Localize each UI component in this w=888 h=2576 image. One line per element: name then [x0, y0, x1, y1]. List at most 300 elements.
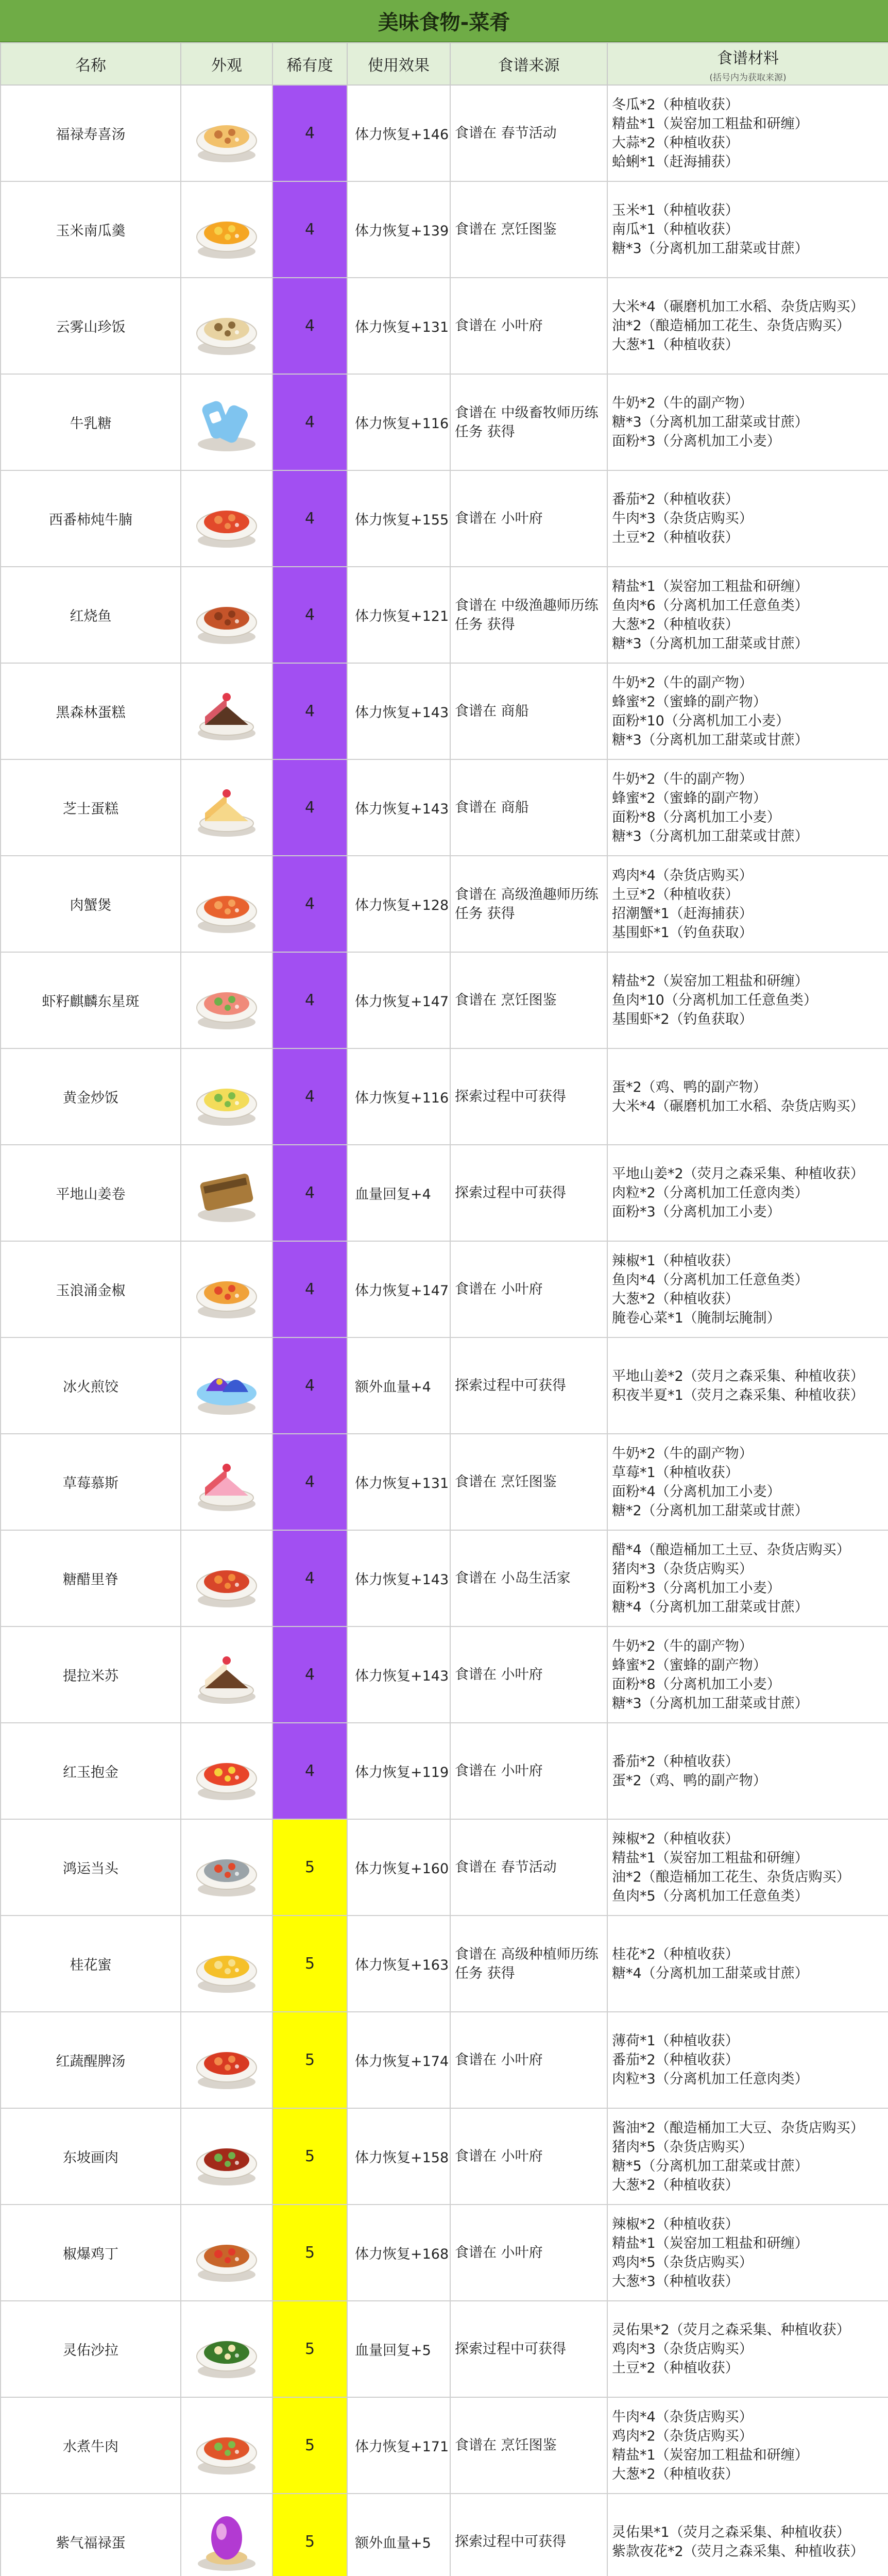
ingredient-line: 桂花*2（种植收获）: [612, 1946, 739, 1962]
effect-cell: 血量回复+5: [347, 2301, 450, 2397]
ingredient-line: 蛋*2（鸡、鸭的副产物）: [612, 1079, 767, 1095]
rarity-cell: 5: [272, 2494, 347, 2576]
dish-name: 水煮牛肉: [1, 2397, 181, 2494]
ingredient-line: 灵佑果*2（荧月之森采集、种植收获）: [612, 2322, 850, 2338]
ingredient-line: 蛤蜊*1（赶海捕获）: [612, 154, 739, 170]
table-row: [1, 1337, 888, 1434]
effect-cell: 体力恢复+174: [347, 2012, 450, 2108]
effect-cell: 血量回复+4: [347, 1145, 450, 1241]
ingredient-line: 糖*3（分离机加工甜菜或甘蔗）: [612, 828, 809, 844]
ingredients-cell: [607, 278, 888, 374]
ingredient-line: 蛋*2（鸡、鸭的副产物）: [612, 1772, 767, 1789]
source-cell: 食谱在 烹饪图鉴: [450, 2397, 607, 2494]
table-row: [1, 1819, 888, 1916]
ingredient-line: 精盐*1（炭窑加工粗盐和研缠）: [612, 115, 809, 132]
ingredient-line: 糖*4（分离机加工甜菜或甘蔗）: [612, 1965, 809, 1981]
table-row: [1, 278, 888, 374]
ingredient-line: 面粉*8（分离机加工小麦）: [612, 809, 781, 825]
table-row: [1, 663, 888, 759]
ingredient-line: 大葱*2（种植收获）: [612, 2177, 739, 2193]
tomato-beef-stew-icon: [191, 483, 263, 555]
corn-pumpkin-soup-icon: [191, 194, 263, 266]
dish-name: 云雾山珍饭: [1, 278, 181, 374]
dish-name: 提拉米苏: [1, 1626, 181, 1723]
dish-look: [181, 85, 272, 181]
tomato-egg-icon: [191, 1735, 263, 1807]
ingredient-line: 玉米*1（种植收获）: [612, 202, 739, 218]
ingredient-line: 面粉*3（分离机加工小麦）: [612, 1204, 781, 1220]
ingredient-line: 面粉*10（分离机加工小麦）: [612, 713, 790, 729]
ingredient-line: 腌卷心菜*1（腌制坛腌制）: [612, 1310, 781, 1326]
source-cell: 食谱在 小岛生活家: [450, 1530, 607, 1626]
ingredient-line: 蜂蜜*2（蜜蜂的副产物）: [612, 693, 767, 710]
rarity-cell: 4: [272, 1626, 347, 1723]
dish-look: [181, 374, 272, 470]
crab-pot-icon: [191, 868, 263, 940]
source-cell: 食谱在 中级畜牧师历练任务 获得: [450, 374, 607, 470]
ingredient-line: 肉粒*3（分离机加工任意肉类）: [612, 2071, 809, 2087]
table-row: [1, 2108, 888, 2205]
dish-look: [181, 759, 272, 856]
table-row: [1, 567, 888, 663]
black-forest-cake-icon: [191, 675, 263, 748]
ingredient-line: 糖*3（分离机加工甜菜或甘蔗）: [612, 241, 809, 257]
rarity-cell: 4: [272, 856, 347, 952]
ingredient-line: 牛肉*3（杂货店购买）: [612, 511, 753, 527]
ingredient-line: 精盐*2（炭窑加工粗盐和研缠）: [612, 973, 809, 989]
ingredient-line: 牛奶*2（牛的副产物）: [612, 674, 753, 691]
ingredients-cell: [607, 1723, 888, 1819]
ingredients-cell: [607, 1530, 888, 1626]
header-row: [1, 43, 888, 85]
ingredient-line: 大葱*2（种植收获）: [612, 1291, 739, 1307]
header-name: 名称: [1, 43, 181, 85]
ingredient-line: 基围虾*1（钓鱼获取）: [612, 924, 753, 941]
table-row: [1, 2494, 888, 2576]
ingredient-line: 积夜半夏*1（荧月之森采集、种植收获）: [612, 1387, 864, 1403]
pepper-fish-icon: [191, 1253, 263, 1326]
mushroom-rice-icon: [191, 290, 263, 362]
dish-look: [181, 567, 272, 663]
dish-look: [181, 1723, 272, 1819]
ingredient-line: 辣椒*2（种植收获）: [612, 1831, 739, 1847]
ingredient-line: 糖*3（分离机加工甜菜或甘蔗）: [612, 635, 809, 652]
ingredients-cell: [607, 2012, 888, 2108]
dish-name: 红烧鱼: [1, 567, 181, 663]
ingredient-line: 灵佑果*1（荧月之森采集、种植收获）: [612, 2524, 850, 2540]
rarity-cell: 4: [272, 1048, 347, 1145]
ingredients-cell: [607, 470, 888, 567]
source-cell: 食谱在 小叶府: [450, 1723, 607, 1819]
rarity-cell: 4: [272, 663, 347, 759]
source-cell: 食谱在 春节活动: [450, 85, 607, 181]
ingredient-line: 糖*5（分离机加工甜菜或甘蔗）: [612, 2158, 809, 2174]
rarity-cell: 4: [272, 181, 347, 278]
ingredient-line: 牛奶*2（牛的副产物）: [612, 1445, 753, 1462]
ingredient-line: 平地山姜*2（荧月之森采集、种植收获）: [612, 1368, 864, 1384]
rarity-cell: 4: [272, 952, 347, 1048]
dish-name: 红蔬醒脾汤: [1, 2012, 181, 2108]
dish-look: [181, 1145, 272, 1241]
rarity-cell: 4: [272, 374, 347, 470]
effect-cell: 体力恢复+143: [347, 759, 450, 856]
dish-name: 肉蟹煲: [1, 856, 181, 952]
dish-look: [181, 1626, 272, 1723]
dish-name: 玉浪涌金椒: [1, 1241, 181, 1337]
ingredient-line: 大葱*2（种植收获）: [612, 616, 739, 633]
ingredient-line: 醋*4（酿造桶加工土豆、杂货店购买）: [612, 1541, 850, 1558]
dish-name: 椒爆鸡丁: [1, 2205, 181, 2301]
source-cell: 食谱在 烹饪图鉴: [450, 952, 607, 1048]
ingredient-line: 蜂蜜*2（蜜蜂的副产物）: [612, 790, 767, 806]
dumpling-icon: [191, 1350, 263, 1422]
strawberry-mousse-icon: [191, 1446, 263, 1518]
dish-name: 平地山姜卷: [1, 1145, 181, 1241]
source-cell: 食谱在 商船: [450, 759, 607, 856]
fish-head-icon: [191, 1832, 263, 1904]
ginger-roll-icon: [191, 1157, 263, 1229]
effect-cell: 体力恢复+143: [347, 663, 450, 759]
boiled-beef-icon: [191, 2410, 263, 2482]
dish-name: 黑森林蛋糕: [1, 663, 181, 759]
source-cell: 食谱在 小叶府: [450, 1626, 607, 1723]
dish-name: 桂花蜜: [1, 1916, 181, 2012]
dish-look: [181, 1916, 272, 2012]
ingredient-line: 猪肉*5（杂货店购买）: [612, 2139, 753, 2155]
ingredient-line: 辣椒*2（种植收获）: [612, 2216, 739, 2232]
tiramisu-icon: [191, 1639, 263, 1711]
ingredient-line: 鱼肉*6（分离机加工任意鱼类）: [612, 597, 809, 614]
ingredient-line: 鸡肉*4（杂货店购买）: [612, 867, 753, 884]
soup-bowl-icon: [191, 97, 263, 170]
ingredient-line: 糖*3（分离机加工甜菜或甘蔗）: [612, 732, 809, 748]
ingredient-line: 糖*3（分离机加工甜菜或甘蔗）: [612, 414, 809, 430]
dish-look: [181, 2494, 272, 2576]
milk-candy-icon: [191, 386, 263, 459]
dish-look: [181, 2012, 272, 2108]
ingredient-line: 辣椒*1（种植收获）: [612, 1252, 739, 1269]
ingredients-cell: [607, 85, 888, 181]
source-cell: 食谱在 高级种植师历练任务 获得: [450, 1916, 607, 2012]
rarity-cell: 5: [272, 1916, 347, 2012]
ingredient-line: 蜂蜜*2（蜜蜂的副产物）: [612, 1657, 767, 1673]
ingredients-cell: [607, 2205, 888, 2301]
table-row: [1, 1048, 888, 1145]
rarity-cell: 4: [272, 278, 347, 374]
table-row: [1, 2012, 888, 2108]
table-row: [1, 1723, 888, 1819]
ingredient-line: 鸡肉*3（杂货店购买）: [612, 2341, 753, 2357]
ingredient-line: 番茄*2（种植收获）: [612, 2052, 739, 2068]
dish-name: 东坡画肉: [1, 2108, 181, 2205]
dish-look: [181, 1530, 272, 1626]
dish-look: [181, 1434, 272, 1530]
ingredients-cell: [607, 2494, 888, 2576]
header-look: 外观: [181, 43, 272, 85]
dish-look: [181, 1337, 272, 1434]
ingredient-line: 薄荷*1（种植收获）: [612, 2033, 739, 2049]
table-row: [1, 856, 888, 952]
effect-cell: 体力恢复+171: [347, 2397, 450, 2494]
rarity-cell: 5: [272, 1819, 347, 1916]
red-vegetable-soup-icon: [191, 2024, 263, 2096]
effect-cell: 体力恢复+128: [347, 856, 450, 952]
ingredients-cell: [607, 1145, 888, 1241]
header-effect: 使用效果: [347, 43, 450, 85]
effect-cell: 体力恢复+116: [347, 1048, 450, 1145]
purple-egg-icon: [191, 2506, 263, 2576]
source-cell: 食谱在 高级渔趣师历练任务 获得: [450, 856, 607, 952]
source-cell: 食谱在 商船: [450, 663, 607, 759]
rarity-cell: 4: [272, 1723, 347, 1819]
header-ingredients-note: (括号内为获取来源): [709, 72, 787, 83]
ingredients-cell: [607, 952, 888, 1048]
rarity-cell: 4: [272, 470, 347, 567]
effect-cell: 体力恢复+116: [347, 374, 450, 470]
ingredients-cell: [607, 1337, 888, 1434]
effect-cell: 体力恢复+168: [347, 2205, 450, 2301]
table-row: [1, 470, 888, 567]
effect-cell: 体力恢复+119: [347, 1723, 450, 1819]
dish-name: 玉米南瓜羹: [1, 181, 181, 278]
dish-name: 福禄寿喜汤: [1, 85, 181, 181]
ingredient-line: 鱼肉*4（分离机加工任意鱼类）: [612, 1272, 809, 1288]
ingredients-cell: [607, 1819, 888, 1916]
effect-cell: 额外血量+5: [347, 2494, 450, 2576]
table-row: [1, 1241, 888, 1337]
rarity-cell: 4: [272, 85, 347, 181]
source-cell: 食谱在 小叶府: [450, 2012, 607, 2108]
table-row: [1, 1626, 888, 1723]
ingredient-line: 面粉*8（分离机加工小麦）: [612, 1676, 781, 1692]
grouper-platter-icon: [191, 964, 263, 1037]
table-row: [1, 759, 888, 856]
rarity-cell: 5: [272, 2397, 347, 2494]
dish-name: 糖醋里脊: [1, 1530, 181, 1626]
ingredients-cell: [607, 1626, 888, 1723]
ingredient-line: 精盐*1（炭窑加工粗盐和研缠）: [612, 1850, 809, 1866]
ingredients-cell: [607, 2397, 888, 2494]
rarity-cell: 4: [272, 1241, 347, 1337]
dish-name: 草莓慕斯: [1, 1434, 181, 1530]
ingredients-cell: [607, 1916, 888, 2012]
source-cell: 食谱在 烹饪图鉴: [450, 181, 607, 278]
source-cell: 食谱在 小叶府: [450, 1241, 607, 1337]
salad-icon: [191, 2313, 263, 2385]
dish-look: [181, 1241, 272, 1337]
dish-name: 红玉抱金: [1, 1723, 181, 1819]
dish-name: 虾籽麒麟东星斑: [1, 952, 181, 1048]
rarity-cell: 4: [272, 1434, 347, 1530]
dongpo-pork-icon: [191, 2121, 263, 2193]
ingredient-line: 精盐*1（炭窑加工粗盐和研缠）: [612, 2447, 809, 2463]
table-row: [1, 2397, 888, 2494]
ingredient-line: 精盐*1（炭窑加工粗盐和研缠）: [612, 2235, 809, 2251]
source-cell: 食谱在 烹饪图鉴: [450, 1434, 607, 1530]
source-cell: 探索过程中可获得: [450, 1145, 607, 1241]
table-row: [1, 374, 888, 470]
source-cell: 食谱在 小叶府: [450, 278, 607, 374]
dish-look: [181, 2397, 272, 2494]
effect-cell: 体力恢复+158: [347, 2108, 450, 2205]
effect-cell: 体力恢复+121: [347, 567, 450, 663]
dish-name: 紫气福禄蛋: [1, 2494, 181, 2576]
effect-cell: 体力恢复+147: [347, 952, 450, 1048]
ingredient-line: 牛肉*4（杂货店购买）: [612, 2409, 753, 2425]
effect-cell: 体力恢复+160: [347, 1819, 450, 1916]
ingredient-line: 南瓜*1（种植收获）: [612, 222, 739, 238]
dish-look: [181, 181, 272, 278]
rarity-cell: 4: [272, 1530, 347, 1626]
source-cell: 食谱在 春节活动: [450, 1819, 607, 1916]
ingredients-cell: [607, 1241, 888, 1337]
source-cell: 食谱在 小叶府: [450, 470, 607, 567]
table-body: [1, 85, 888, 2576]
table-row: [1, 952, 888, 1048]
table-row: [1, 1916, 888, 2012]
ingredient-line: 大葱*2（种植收获）: [612, 2466, 739, 2482]
dish-look: [181, 2108, 272, 2205]
dish-name: 西番柿炖牛腩: [1, 470, 181, 567]
ingredients-cell: [607, 374, 888, 470]
ingredient-line: 面粉*3（分离机加工小麦）: [612, 1580, 781, 1596]
ingredient-line: 大米*4（碾磨机加工水稻、杂货店购买）: [612, 1098, 864, 1114]
osmanthus-honey-icon: [191, 1928, 263, 2000]
ingredient-line: 肉粒*2（分离机加工任意肉类）: [612, 1185, 809, 1201]
recipe-table: [0, 42, 888, 2576]
ingredient-line: 草莓*1（种植收获）: [612, 1464, 739, 1481]
ingredient-line: 大葱*1（种植收获）: [612, 337, 739, 353]
table-row: [1, 2205, 888, 2301]
rarity-cell: 5: [272, 2108, 347, 2205]
ingredient-line: 牛奶*2（牛的副产物）: [612, 395, 753, 411]
ingredient-line: 番茄*2（种植收获）: [612, 492, 739, 507]
effect-cell: 体力恢复+155: [347, 470, 450, 567]
sweet-sour-pork-icon: [191, 1543, 263, 1615]
ingredients-cell: [607, 759, 888, 856]
effect-cell: 体力恢复+146: [347, 85, 450, 181]
header-ingredients: 食谱材料 (括号内为获取来源): [607, 43, 888, 85]
rarity-cell: 4: [272, 759, 347, 856]
source-cell: 探索过程中可获得: [450, 2301, 607, 2397]
ingredient-line: 鸡肉*2（杂货店购买）: [612, 2428, 753, 2444]
sheet-title: 美味食物-菜肴: [0, 0, 888, 42]
dish-name: 鸿运当头: [1, 1819, 181, 1916]
ingredient-line: 油*2（酿造桶加工花生、杂货店购买）: [612, 318, 850, 334]
ingredient-line: 土豆*2（种植收获）: [612, 530, 739, 546]
dish-name: 牛乳糖: [1, 374, 181, 470]
dish-name: 冰火煎饺: [1, 1337, 181, 1434]
dish-name: 芝士蛋糕: [1, 759, 181, 856]
source-cell: 探索过程中可获得: [450, 1048, 607, 1145]
ingredient-line: 鱼肉*10（分离机加工任意鱼类）: [612, 992, 817, 1008]
ingredient-line: 大蒜*2（种植收获）: [612, 134, 739, 151]
cheesecake-icon: [191, 772, 263, 844]
ingredients-cell: [607, 181, 888, 278]
rarity-cell: 5: [272, 2012, 347, 2108]
table-row: [1, 1530, 888, 1626]
effect-cell: 体力恢复+139: [347, 181, 450, 278]
dish-look: [181, 952, 272, 1048]
table-row: [1, 181, 888, 278]
ingredients-cell: [607, 663, 888, 759]
effect-cell: 体力恢复+131: [347, 1434, 450, 1530]
ingredient-line: 猪肉*3（杂货店购买）: [612, 1561, 753, 1577]
source-cell: 食谱在 小叶府: [450, 2108, 607, 2205]
ingredient-line: 大米*4（碾磨机加工水稻、杂货店购买）: [612, 299, 864, 315]
dish-look: [181, 856, 272, 952]
dish-look: [181, 1048, 272, 1145]
rarity-cell: 4: [272, 1337, 347, 1434]
ingredient-line: 冬瓜*2（种植收获）: [612, 96, 739, 113]
ingredient-line: 精盐*1（炭窑加工粗盐和研缠）: [612, 578, 809, 595]
ingredient-line: 土豆*2（种植收获）: [612, 2360, 739, 2376]
ingredients-cell: [607, 567, 888, 663]
rarity-cell: 4: [272, 567, 347, 663]
dish-name: 灵佑沙拉: [1, 2301, 181, 2397]
dish-name: 黄金炒饭: [1, 1048, 181, 1145]
dish-look: [181, 2205, 272, 2301]
dish-look: [181, 663, 272, 759]
effect-cell: 体力恢复+147: [347, 1241, 450, 1337]
table-row: [1, 2301, 888, 2397]
ingredient-line: 油*2（酿造桶加工花生、杂货店购买）: [612, 1869, 850, 1885]
dish-look: [181, 1819, 272, 1916]
ingredient-line: 牛奶*2（牛的副产物）: [612, 1638, 753, 1654]
table-row: [1, 85, 888, 181]
spicy-chicken-icon: [191, 2217, 263, 2289]
ingredients-cell: [607, 1048, 888, 1145]
ingredient-line: 面粉*4（分离机加工小麦）: [612, 1483, 781, 1500]
source-cell: 探索过程中可获得: [450, 1337, 607, 1434]
ingredients-cell: [607, 2301, 888, 2397]
source-cell: 探索过程中可获得: [450, 2494, 607, 2576]
ingredient-line: 面粉*3（分离机加工小麦）: [612, 433, 781, 449]
dish-look: [181, 470, 272, 567]
header-source: 食谱来源: [450, 43, 607, 85]
dish-look: [181, 278, 272, 374]
ingredient-line: 番茄*2（种植收获）: [612, 1753, 739, 1770]
ingredient-line: 大葱*3（种植收获）: [612, 2273, 739, 2290]
effect-cell: 体力恢复+143: [347, 1530, 450, 1626]
rarity-cell: 5: [272, 2301, 347, 2397]
rarity-cell: 5: [272, 2205, 347, 2301]
ingredient-line: 平地山姜*2（荧月之森采集、种植收获）: [612, 1166, 864, 1182]
table-row: [1, 1145, 888, 1241]
dish-look: [181, 2301, 272, 2397]
ingredient-line: 糖*2（分离机加工甜菜或甘蔗）: [612, 1502, 809, 1519]
ingredients-cell: [607, 856, 888, 952]
ingredients-cell: [607, 1434, 888, 1530]
source-cell: 食谱在 中级渔趣师历练任务 获得: [450, 567, 607, 663]
ingredient-line: 鱼肉*5（分离机加工任意鱼类）: [612, 1888, 809, 1904]
ingredient-line: 招潮蟹*1（赶海捕获）: [612, 905, 753, 922]
effect-cell: 体力恢复+131: [347, 278, 450, 374]
effect-cell: 额外血量+4: [347, 1337, 450, 1434]
header-rarity: 稀有度: [272, 43, 347, 85]
ingredient-line: 糖*3（分离机加工甜菜或甘蔗）: [612, 1695, 809, 1711]
ingredient-line: 糖*4（分离机加工甜菜或甘蔗）: [612, 1599, 809, 1615]
ingredient-line: 土豆*2（种植收获）: [612, 886, 739, 903]
ingredient-line: 基围虾*2（钓鱼获取）: [612, 1011, 753, 1027]
source-cell: 食谱在 小叶府: [450, 2205, 607, 2301]
ingredient-line: 鸡肉*5（杂货店购买）: [612, 2254, 753, 2270]
effect-cell: 体力恢复+143: [347, 1626, 450, 1723]
braised-fish-icon: [191, 579, 263, 651]
ingredient-line: 酱油*2（酿造桶加工大豆、杂货店购买）: [612, 2120, 864, 2136]
fried-rice-icon: [191, 1061, 263, 1133]
rarity-cell: 4: [272, 1145, 347, 1241]
